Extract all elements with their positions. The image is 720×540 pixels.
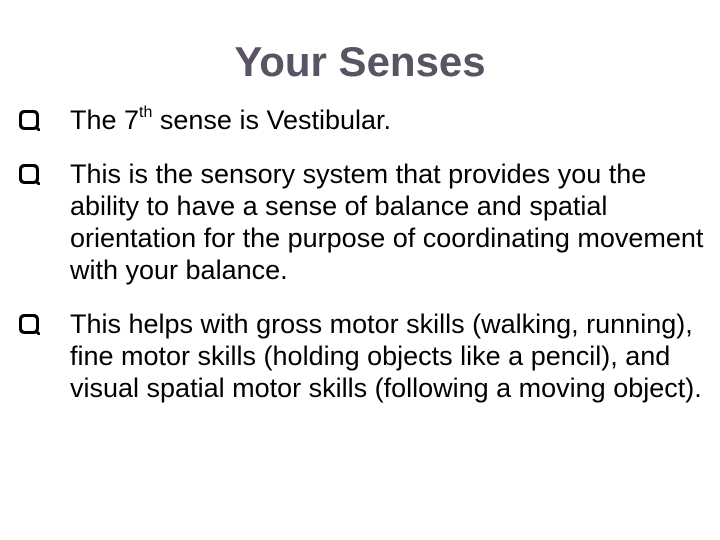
- bullet-text-2: This is the sensory system that provides you the ability to have a sense of balance and spatial orientation for the purpose of coordinating movement with your balance.: [70, 159, 704, 285]
- bullet-item-1: [18, 104, 708, 136]
- checkbox-square-bullet-icon: [18, 163, 40, 185]
- checkbox-square-bullet-icon: [18, 313, 40, 335]
- bullet-text-1: [70, 104, 708, 136]
- checkbox-square-bullet-icon: [18, 109, 40, 131]
- bullet-text-1-after: sense is Vestibular.: [152, 105, 392, 135]
- bullet-text-1-sup: th: [139, 104, 153, 121]
- bullet-item-3: [18, 308, 708, 404]
- bullet-list: [18, 104, 708, 426]
- bullet-item-2: [18, 158, 708, 286]
- bullet-text-1-before: The 7: [70, 105, 140, 135]
- bullet-text-3: This helps with gross motor skills (walking, running), fine motor skills (holding objects like a pencil), and visual spatial motor skills (following a moving object).: [70, 309, 702, 403]
- slide-title: [0, 38, 720, 86]
- slide-title-text: Your Senses: [234, 38, 486, 85]
